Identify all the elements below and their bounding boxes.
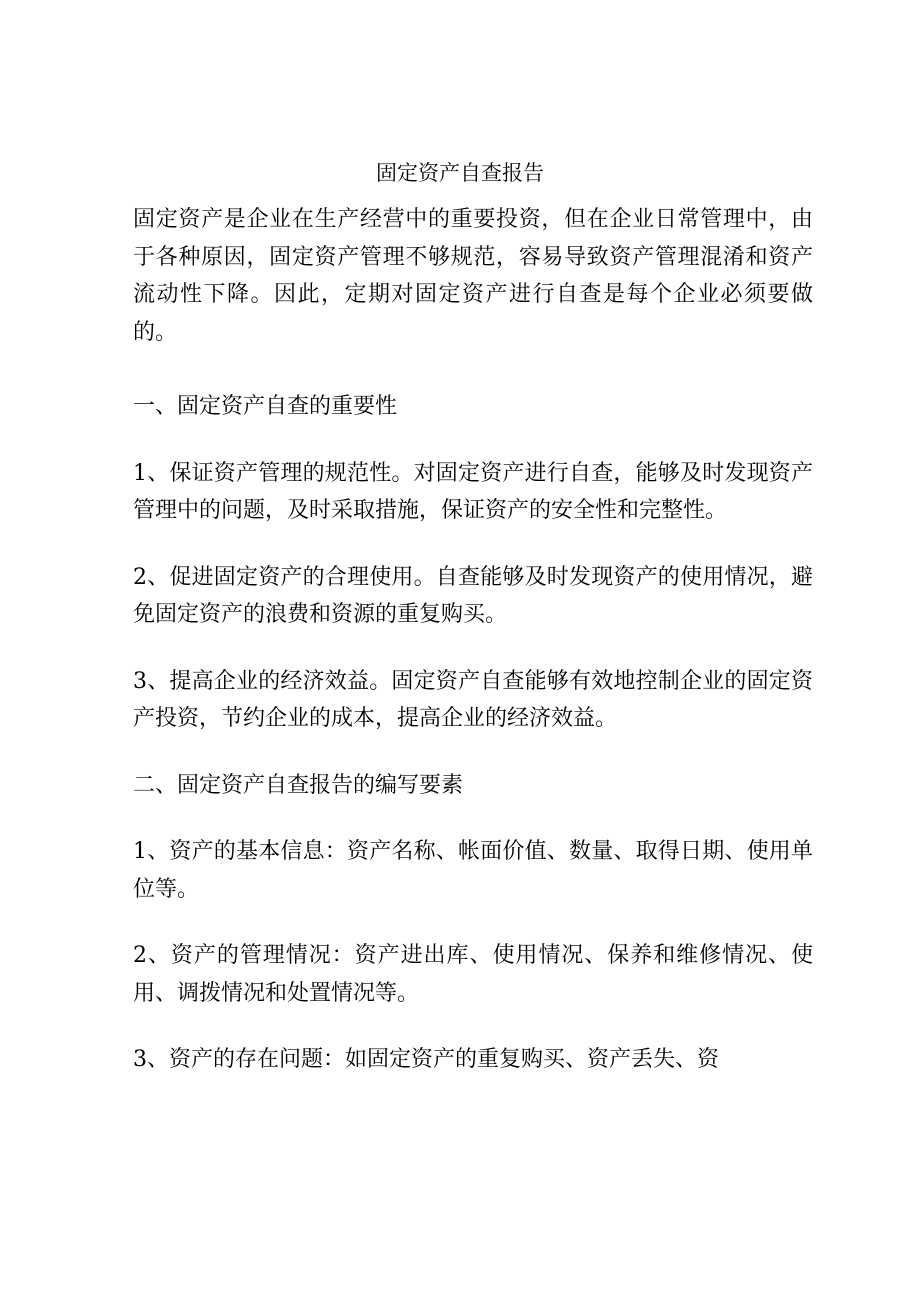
section-2-item-3: 3、资产的存在问题：如固定资产的重复购买、资产丢失、资 (133, 1047, 719, 1072)
section-1-item-3: 3、提高企业的经济效益。固定资产自查能够有效地控制企业的固定资产投资，节约企业的成本，提高企业的经济效益。 (133, 668, 813, 731)
section-1-item-1: 1、保证资产管理的规范性。对固定资产进行自查，能够及时发现资产管理中的问题，及时采取措施，保证资产的安全性和完整性。 (133, 460, 813, 523)
section-2-item-2: 2、资产的管理情况：资产进出库、使用情况、保养和维修情况、使用、调拨情况和处置情况等。 (133, 943, 813, 1006)
intro-paragraph: 固定资产是企业在生产经营中的重要投资，但在企业日常管理中，由于各种原因，固定资产管理不够规范，容易导致资产管理混淆和资产流动性下降。因此，定期对固定资产进行自查是每个企业必须要做的。 (133, 207, 813, 345)
document-title: 固定资产自查报告 (376, 161, 544, 185)
section-1-item-2: 2、促进固定资产的合理使用。自查能够及时发现资产的使用情况，避免固定资产的浪费和资源的重复购买。 (133, 564, 813, 627)
section-2-item-1: 1、资产的基本信息：资产名称、帐面价值、数量、取得日期、使用单位等。 (133, 839, 813, 902)
section-2-heading: 二、固定资产自查报告的编写要素 (133, 772, 464, 798)
section-1-heading: 一、固定资产自查的重要性 (133, 394, 398, 419)
document-body (133, 201, 813, 1079)
